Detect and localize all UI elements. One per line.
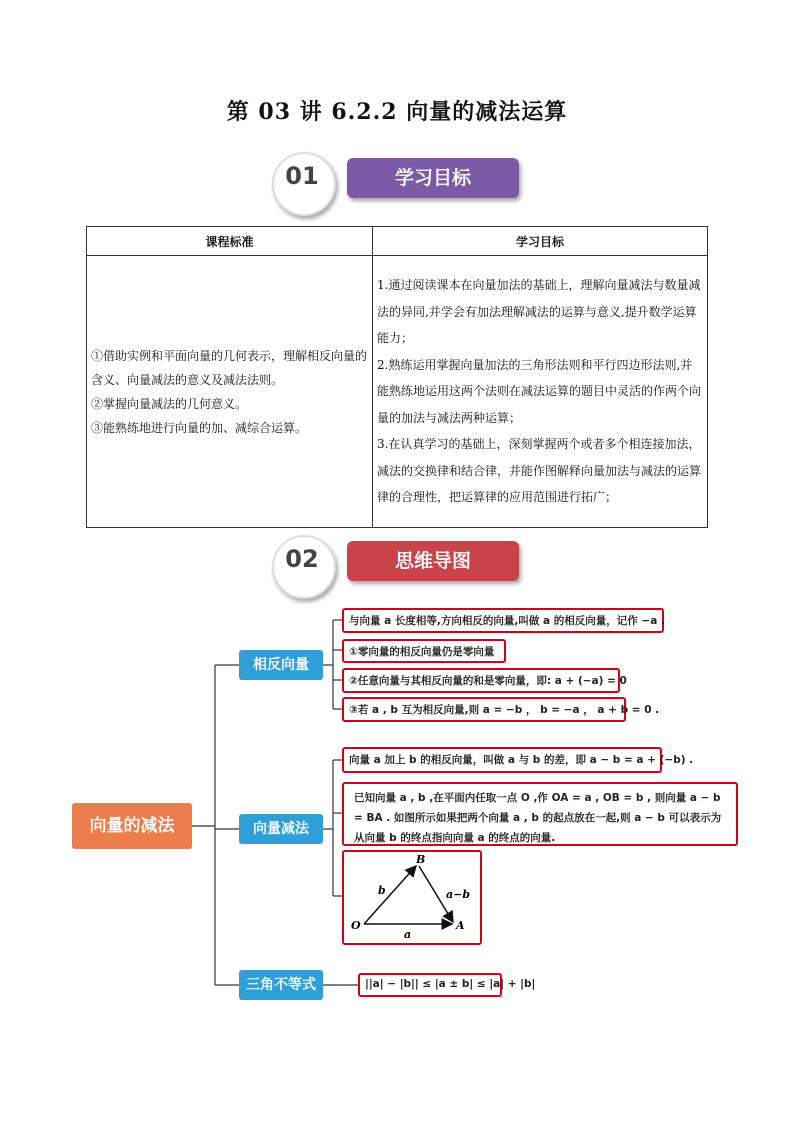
branch-opposite-vector: 相反向量 xyxy=(239,650,323,680)
opposite-vector-rule-3: ③若 a , b 互为相反向量,则 a = −b ， b = −a ， a + b = 0 . xyxy=(342,697,626,722)
goal-line: 3.在认真学习的基础上，深刻掌握两个或者多个相连接加法，减法的交换律和结合律，并能作图解释向量加法与减法的运算律的合理性，把运算律的应用范围进行拓广； xyxy=(377,437,702,505)
section-label: 学习目标 xyxy=(347,158,519,198)
section-label: 思维导图 xyxy=(347,541,519,581)
subtraction-definition: 向量 a 加上 b 的相反向量，叫做 a 与 b 的差，即 a − b = a + (−b) . xyxy=(342,747,662,773)
triangle-diagram xyxy=(344,852,480,943)
triangle-inequality-formula: ||a| − |b|| ≤ |a ± b| ≤ |a| + |b| xyxy=(358,973,502,997)
goal-line: 2.熟练运用掌握向量加法的三角形法则和平行四边形法则,并能熟练地运用这两个法则在减法运算的题目中灵活的作两个向量的加法与减法两种运算； xyxy=(377,357,702,425)
branch-vector-subtraction: 向量减法 xyxy=(239,814,323,844)
point-O-label: O xyxy=(351,919,361,932)
opposite-vector-rule-1: ①零向量的相反向量仍是零向量 xyxy=(342,639,506,663)
vector-a-minus-b-label: a−b xyxy=(446,888,471,901)
point-A-label: A xyxy=(456,919,465,932)
goal-line: 1.通过阅读课本在向量加法的基础上，理解向量减法与数量减法的异同,并学会有加法理解减法的运算与意义,提升数学运算能力； xyxy=(377,278,701,346)
section-number: 02 xyxy=(285,545,319,573)
opposite-vector-definition: 与向量 a 长度相等,方向相反的向量,叫做 a 的相反向量，记作 −a . xyxy=(342,608,664,633)
section-number: 01 xyxy=(285,162,319,190)
standard-line: ②掌握向量减法的几何意义。 xyxy=(91,396,248,411)
opposite-vector-rule-2: ②任意向量与其相反向量的和是零向量，即: a + (−a) = 0 xyxy=(342,668,620,693)
branch-triangle-inequality: 三角不等式 xyxy=(239,970,323,1000)
table-header-standard: 课程标准 xyxy=(87,227,373,256)
point-B-label: B xyxy=(416,853,426,866)
subtraction-geometric-meaning: 已知向量 a , b ,在平面内任取一点 O ,作 OA = a , OB = b , 则向量 a − b = BA . 如图所示如果把两个向量 a , b 的起点放在一起,则 a − b 可以表示为从向量 b 的终点指向向量 a 的终点的向量. xyxy=(342,782,738,846)
standard-line: ③能熟练地进行向量的加、减综合运算。 xyxy=(91,420,308,435)
page-title: 第 03 讲 6.2.2 向量的减法运算 xyxy=(226,99,568,125)
vector-b-label: b xyxy=(378,884,386,897)
vector-a-label: a xyxy=(404,928,412,941)
mindmap-root: 向量的减法 xyxy=(72,803,192,849)
subtraction-diagram-box xyxy=(342,850,482,945)
table-header-goals: 学习目标 xyxy=(373,227,708,256)
standard-line: ①借助实例和平面向量的几何表示，理解相反向量的含义、向量减法的意义及减法法则。 xyxy=(91,348,368,387)
